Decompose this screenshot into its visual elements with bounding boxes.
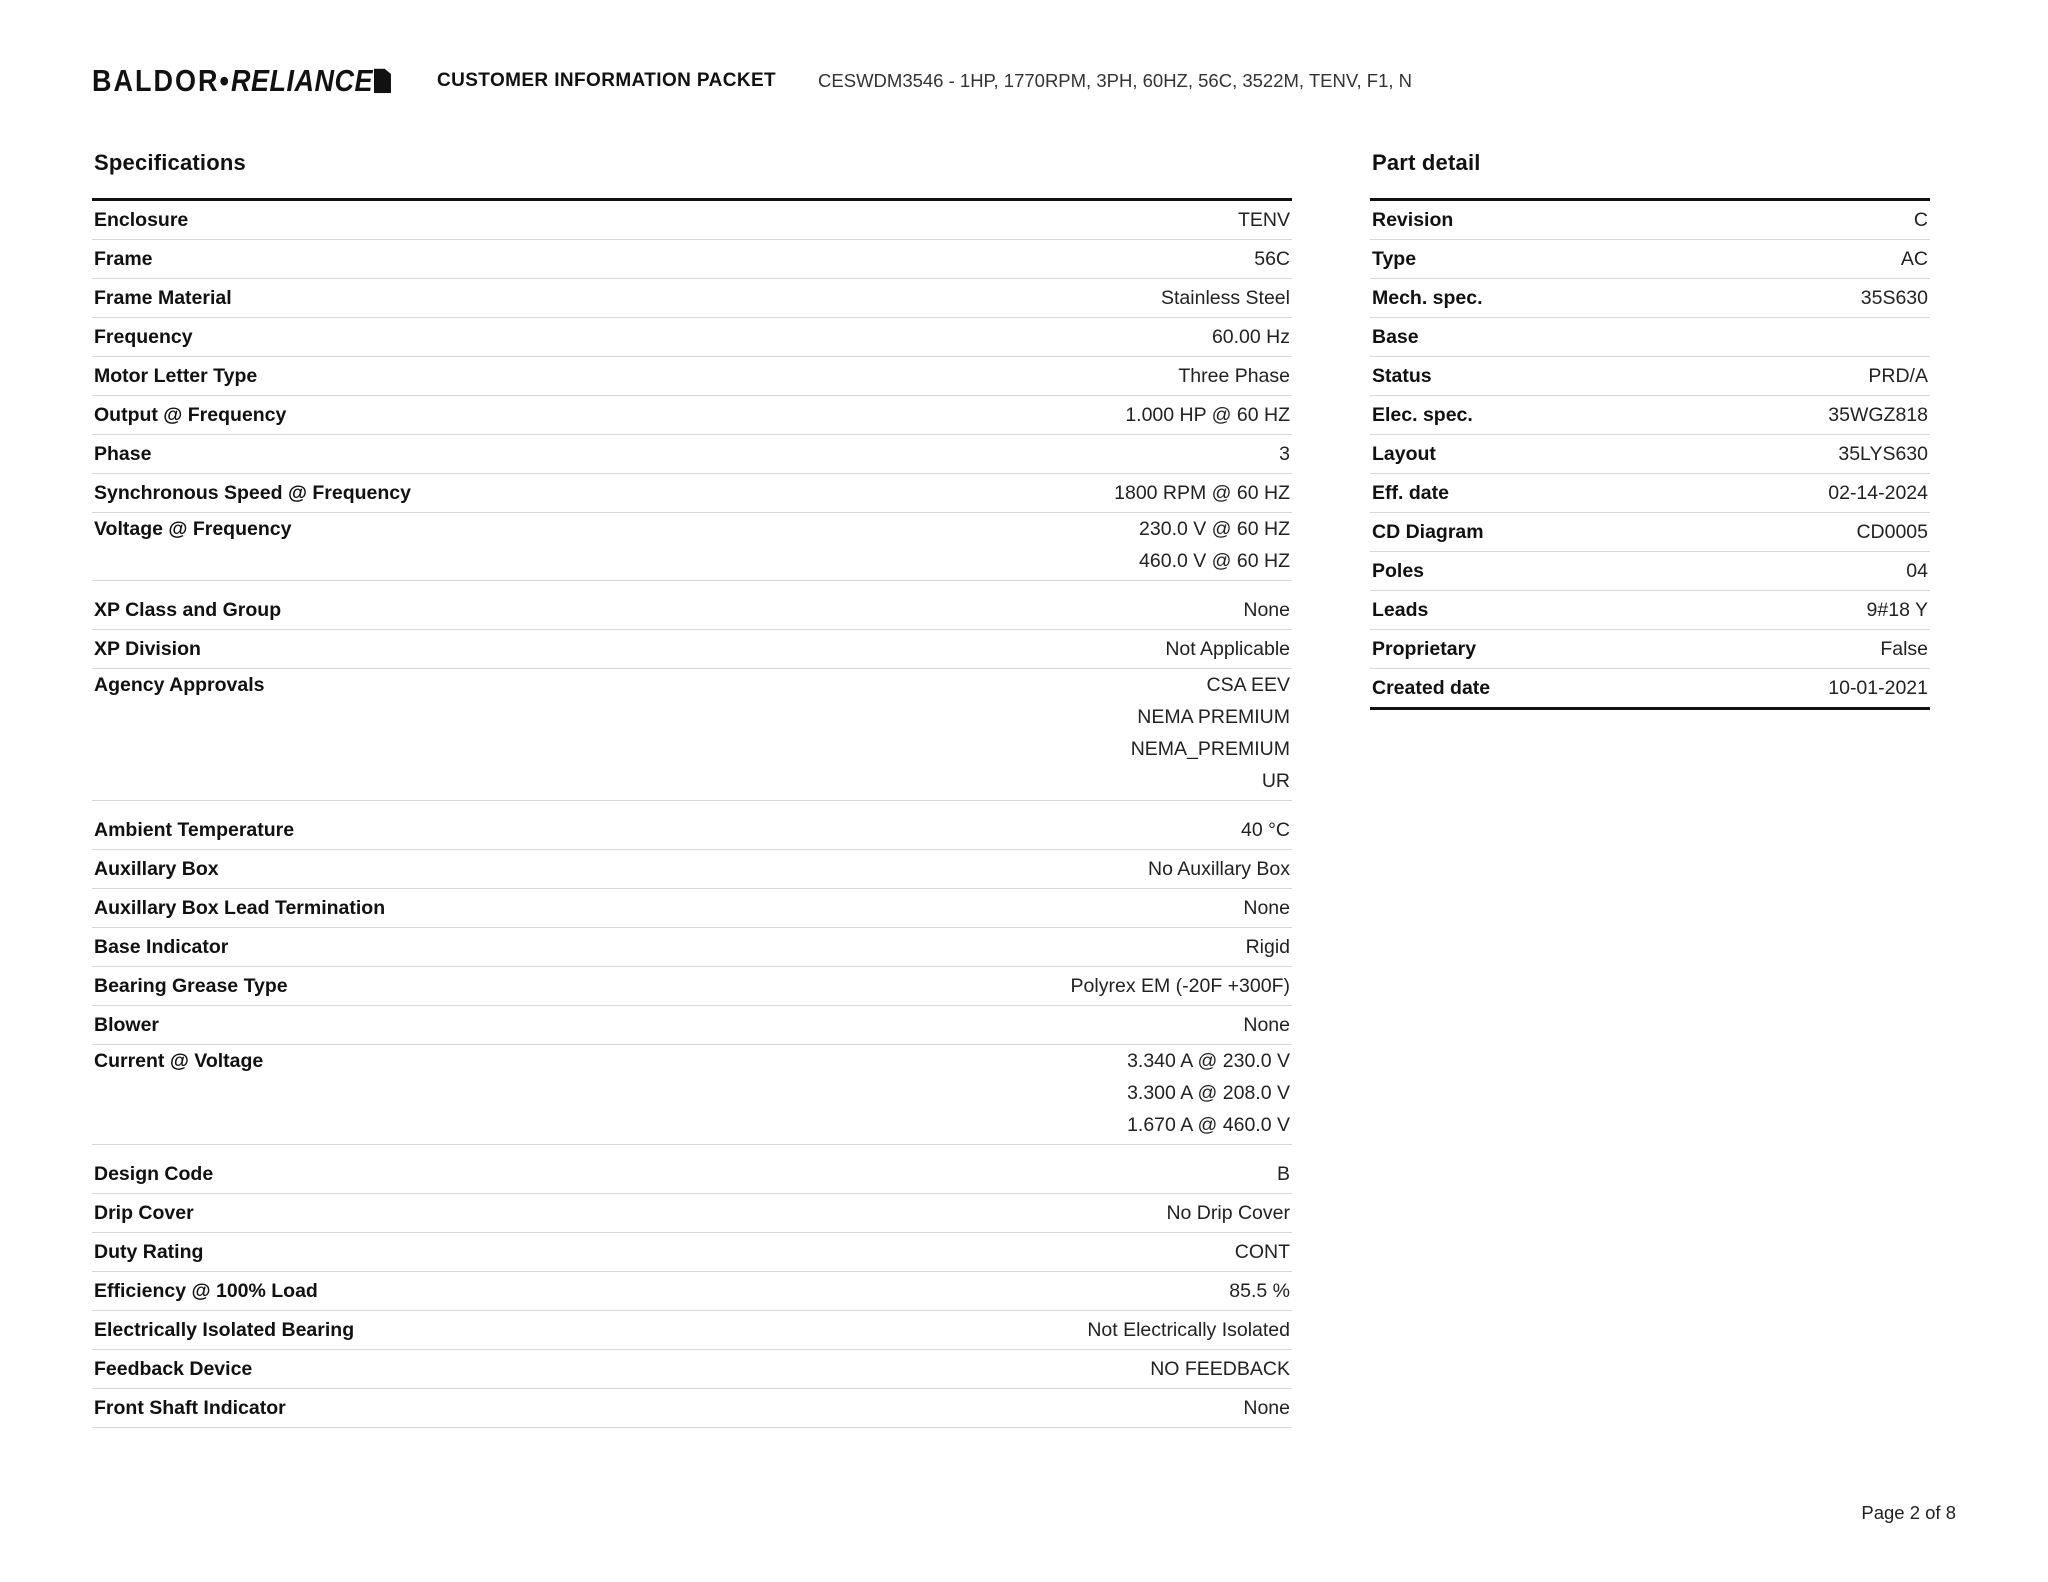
- specifications-table-body: [92, 200, 1292, 1428]
- table-row: [92, 1155, 1292, 1194]
- row-value: 02-14-2024: [1650, 474, 1930, 513]
- table-row: [1370, 279, 1930, 318]
- row-label: CD Diagram: [1370, 513, 1650, 552]
- table-row: [92, 1233, 1292, 1272]
- row-label: Feedback Device: [92, 1350, 692, 1389]
- row-label: Front Shaft Indicator: [92, 1389, 692, 1428]
- row-label: Eff. date: [1370, 474, 1650, 513]
- table-row: [92, 1311, 1292, 1350]
- table-row: [92, 200, 1292, 240]
- row-label: Efficiency @ 100% Load: [92, 1272, 692, 1311]
- row-value: False: [1650, 630, 1930, 669]
- row-label: Blower: [92, 1006, 692, 1045]
- row-value: None: [692, 889, 1292, 928]
- row-value: NEMA PREMIUM: [1137, 706, 1290, 728]
- table-row: [92, 1350, 1292, 1389]
- logo-reliance-text: RELIANCE: [230, 63, 373, 98]
- table-row: [92, 1077, 1292, 1109]
- part-detail-table-body: [1370, 200, 1930, 709]
- table-row: [1370, 591, 1930, 630]
- table-row: [1370, 513, 1930, 552]
- row-value: AC: [1650, 240, 1930, 279]
- table-row: [92, 396, 1292, 435]
- row-value: 3: [692, 435, 1292, 474]
- row-label: Ambient Temperature: [92, 811, 692, 850]
- table-row: [92, 701, 1292, 733]
- table-row: [92, 928, 1292, 967]
- row-value: 10-01-2021: [1650, 669, 1930, 709]
- row-label: XP Class and Group: [92, 591, 692, 630]
- table-row: [92, 1194, 1292, 1233]
- row-value: 3.300 A @ 208.0 V: [1127, 1082, 1290, 1104]
- product-description: CESWDM3546 - 1HP, 1770RPM, 3PH, 60HZ, 56C, 3522M, TENV, F1, N: [818, 70, 1413, 91]
- table-row: [1370, 357, 1930, 396]
- table-row: [92, 850, 1292, 889]
- row-value: Rigid: [692, 928, 1292, 967]
- table-row: [92, 967, 1292, 1006]
- row-value: CSA EEV: [1206, 674, 1290, 696]
- table-row: [92, 545, 1292, 581]
- row-label: Mech. spec.: [1370, 279, 1650, 318]
- row-value: 56C: [692, 240, 1292, 279]
- table-row: [92, 1006, 1292, 1045]
- row-label: [92, 1109, 692, 1145]
- row-label: Phase: [92, 435, 692, 474]
- row-value: CD0005: [1650, 513, 1930, 552]
- row-label: Proprietary: [1370, 630, 1650, 669]
- table-row: [92, 1389, 1292, 1428]
- row-label: Agency Approvals: [94, 674, 265, 696]
- row-value: 9#18 Y: [1650, 591, 1930, 630]
- row-label: Synchronous Speed @ Frequency: [92, 474, 692, 513]
- row-label: Duty Rating: [92, 1233, 692, 1272]
- table-row: [92, 1045, 1292, 1078]
- row-label: Frequency: [92, 318, 692, 357]
- row-label: [92, 545, 692, 581]
- table-row: [92, 889, 1292, 928]
- row-value: 460.0 V @ 60 HZ: [692, 545, 1292, 581]
- row-value: Stainless Steel: [692, 279, 1292, 318]
- part-detail-section: [1370, 150, 1930, 710]
- row-label: Voltage @ Frequency: [94, 518, 292, 540]
- logo-separator-dot: •: [219, 63, 231, 98]
- table-row: [92, 318, 1292, 357]
- table-row: [92, 357, 1292, 396]
- row-value: 04: [1650, 552, 1930, 591]
- part-detail-heading: Part detail: [1372, 150, 1481, 175]
- table-row: [92, 1109, 1292, 1145]
- table-row: [1370, 630, 1930, 669]
- baldor-reliance-logo: [92, 64, 391, 99]
- row-spacer: [92, 581, 1292, 592]
- row-value: Not Electrically Isolated: [692, 1311, 1292, 1350]
- row-label: Drip Cover: [92, 1194, 692, 1233]
- table-row: [92, 591, 1292, 630]
- row-label: [92, 765, 692, 801]
- table-row: [92, 630, 1292, 669]
- row-value: None: [692, 591, 1292, 630]
- row-value: UR: [692, 765, 1292, 801]
- row-label: Current @ Voltage: [94, 1050, 264, 1072]
- row-label: [92, 701, 692, 733]
- row-value: [1650, 318, 1930, 357]
- row-label: Status: [1370, 357, 1650, 396]
- table-row: [92, 669, 1292, 702]
- row-label: Frame: [92, 240, 692, 279]
- specifications-section: [92, 150, 1292, 1428]
- row-label: Layout: [1370, 435, 1650, 474]
- row-label: Elec. spec.: [1370, 396, 1650, 435]
- row-value: 35LYS630: [1650, 435, 1930, 474]
- row-value: 3.340 A @ 230.0 V: [1127, 1050, 1290, 1072]
- part-detail-table: [1370, 198, 1930, 710]
- table-row: [92, 240, 1292, 279]
- row-label: Electrically Isolated Bearing: [92, 1311, 692, 1350]
- row-spacer: [92, 1145, 1292, 1156]
- table-row: [1370, 435, 1930, 474]
- row-label: Enclosure: [92, 200, 692, 240]
- row-label: [92, 1077, 692, 1109]
- specifications-heading: Specifications: [94, 150, 246, 175]
- row-label: Auxillary Box: [92, 850, 692, 889]
- row-value: 1800 RPM @ 60 HZ: [692, 474, 1292, 513]
- table-row: [92, 733, 1292, 765]
- row-value: 35S630: [1650, 279, 1930, 318]
- row-label: Poles: [1370, 552, 1650, 591]
- row-value: C: [1650, 200, 1930, 240]
- table-row: [1370, 669, 1930, 709]
- row-value: TENV: [692, 200, 1292, 240]
- row-spacer: [92, 801, 1292, 812]
- row-label: XP Division: [92, 630, 692, 669]
- row-value: 60.00 Hz: [692, 318, 1292, 357]
- row-label: Revision: [1370, 200, 1650, 240]
- row-label: [92, 733, 692, 765]
- row-value: None: [692, 1006, 1292, 1045]
- row-value: Three Phase: [692, 357, 1292, 396]
- row-value: 85.5 %: [692, 1272, 1292, 1311]
- row-label: Design Code: [92, 1155, 692, 1194]
- row-label: Base Indicator: [92, 928, 692, 967]
- row-label: Motor Letter Type: [92, 357, 692, 396]
- row-value: NO FEEDBACK: [692, 1350, 1292, 1389]
- row-value: No Drip Cover: [692, 1194, 1292, 1233]
- row-value: No Auxillary Box: [692, 850, 1292, 889]
- table-row: [92, 765, 1292, 801]
- table-row: [1370, 318, 1930, 357]
- row-value: CONT: [692, 1233, 1292, 1272]
- row-value: PRD/A: [1650, 357, 1930, 396]
- table-row: [1370, 240, 1930, 279]
- row-value: Polyrex EM (-20F +300F): [692, 967, 1292, 1006]
- specifications-table: [92, 198, 1292, 1428]
- table-row: [92, 474, 1292, 513]
- table-row: [1370, 396, 1930, 435]
- row-value: 1.000 HP @ 60 HZ: [692, 396, 1292, 435]
- table-row: [92, 435, 1292, 474]
- page-number: Page 2 of 8: [1861, 1502, 1956, 1523]
- document-header: [92, 60, 1956, 102]
- row-label: Output @ Frequency: [92, 396, 692, 435]
- table-row: [1370, 474, 1930, 513]
- row-label: Auxillary Box Lead Termination: [92, 889, 692, 928]
- logo-baldor-text: BALDOR: [92, 63, 220, 98]
- row-value: 1.670 A @ 460.0 V: [692, 1109, 1292, 1145]
- row-label: Bearing Grease Type: [92, 967, 692, 1006]
- row-label: Created date: [1370, 669, 1650, 709]
- table-row: [92, 279, 1292, 318]
- row-value: 35WGZ818: [1650, 396, 1930, 435]
- table-row: [1370, 552, 1930, 591]
- logo-corner-mark-icon: [374, 68, 391, 93]
- row-label: Frame Material: [92, 279, 692, 318]
- table-row: [92, 513, 1292, 546]
- row-value: 40 °C: [692, 811, 1292, 850]
- row-value: B: [692, 1155, 1292, 1194]
- packet-title: CUSTOMER INFORMATION PACKET: [436, 70, 777, 91]
- table-row: [92, 811, 1292, 850]
- row-label: Base: [1370, 318, 1650, 357]
- row-value: None: [692, 1389, 1292, 1428]
- row-value: NEMA_PREMIUM: [1130, 738, 1290, 760]
- table-row: [92, 1272, 1292, 1311]
- row-label: Leads: [1370, 591, 1650, 630]
- row-label: Type: [1370, 240, 1650, 279]
- row-value: Not Applicable: [692, 630, 1292, 669]
- table-row: [1370, 200, 1930, 240]
- row-value: 230.0 V @ 60 HZ: [1139, 518, 1290, 540]
